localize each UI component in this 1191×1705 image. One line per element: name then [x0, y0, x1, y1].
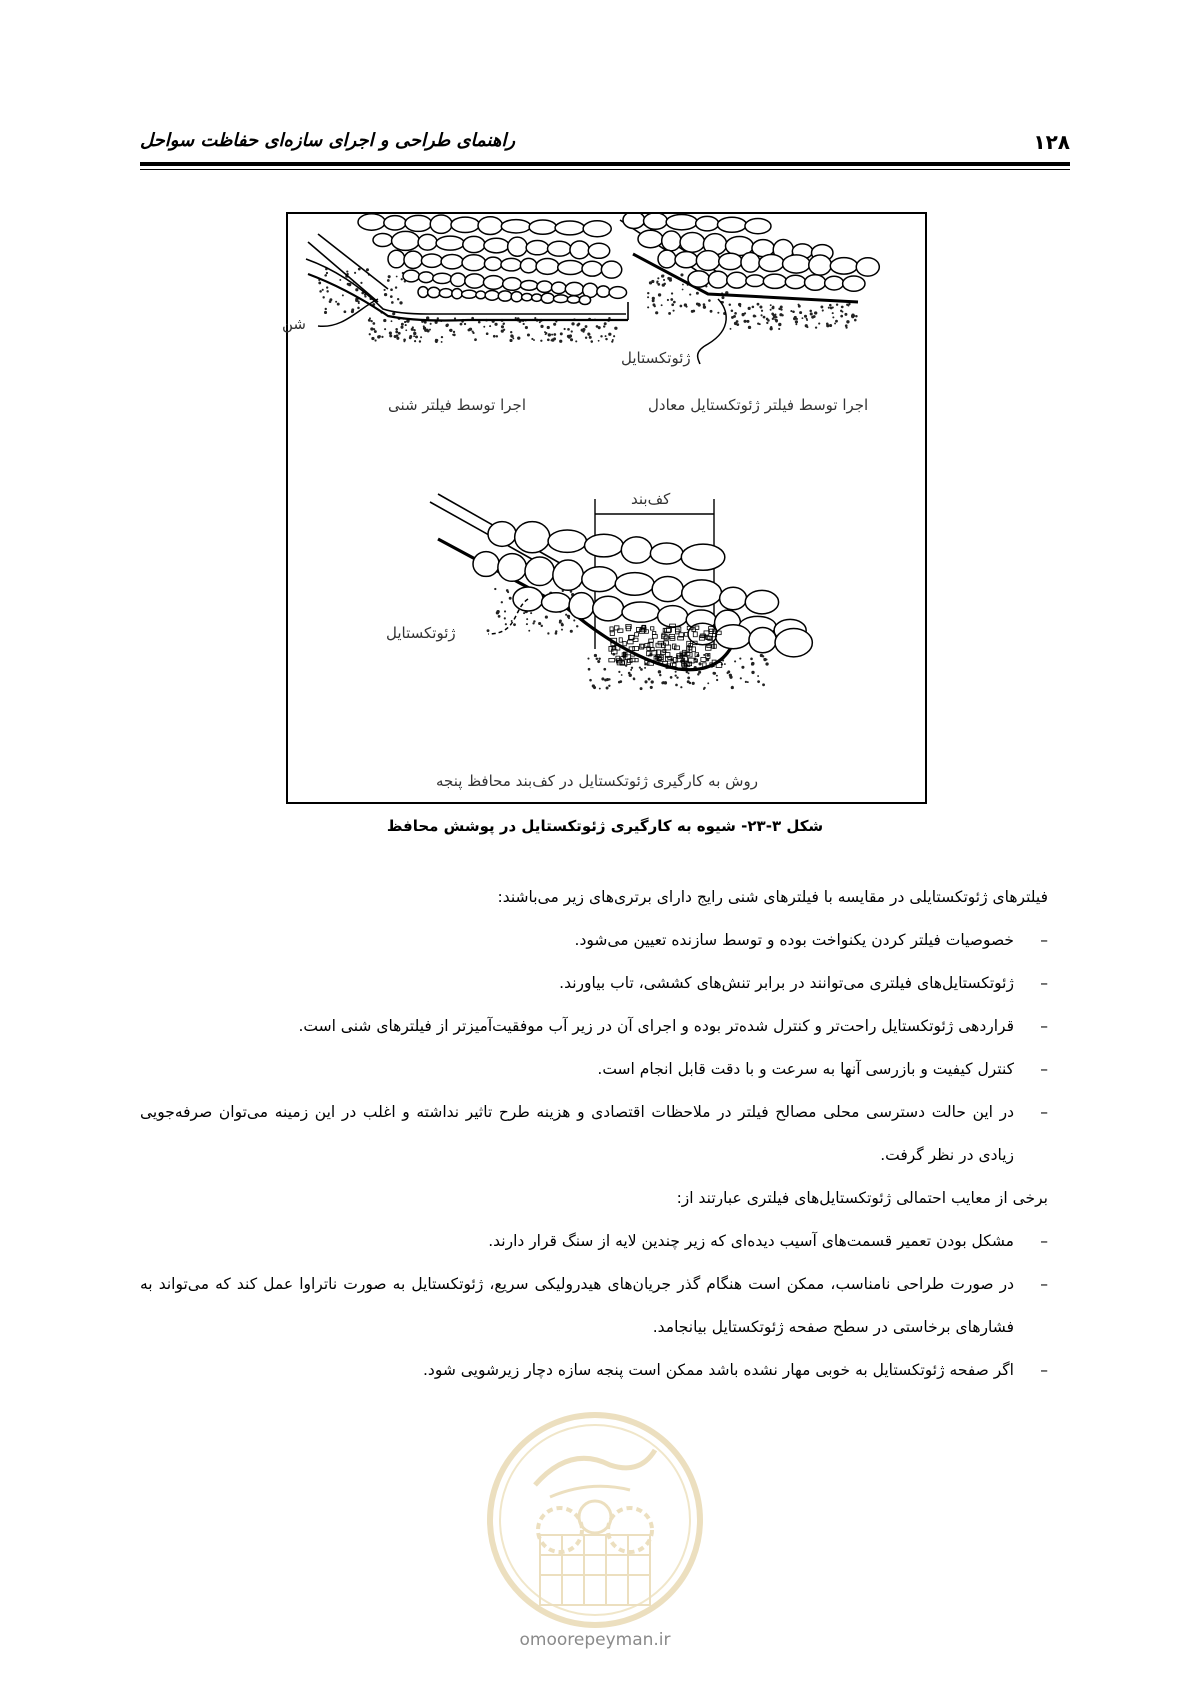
watermark-seal — [480, 1405, 710, 1635]
bullet-text: در صورت طراحی نامناسب، ممکن است هنگام گذر جریان‌های هیدرولیکی سریع، ژئوتکستایل به صورت ناتراوا عمل کند که می‌تواند به فشارهای برخاستی در سطح صفحه ژئوتکستایل بیانجامد. — [140, 1275, 1014, 1336]
bullet-dash: – — [1040, 974, 1048, 992]
advantages-list — [140, 919, 1048, 1177]
disadvantages-list — [140, 1220, 1048, 1392]
label-toe-width: کف‌بند — [631, 490, 671, 508]
label-gravel: شن — [282, 315, 306, 333]
advantage-item — [140, 1091, 1048, 1177]
advantage-item — [140, 962, 1048, 1005]
geotextile-leader-top — [698, 299, 727, 364]
bullet-text: کنترل کیفیت و بازرسی آنها به سرعت و با دقت قابل انجام است. — [597, 1060, 1014, 1078]
label-geotextile-bottom: ژئوتکستایل — [386, 624, 456, 642]
advantages-intro: فیلترهای ژئوتکستایلی در مقایسه با فیلترهای شنی رایج دارای برتری‌های زیر می‌باشند: — [497, 888, 1048, 906]
disadvantage-item — [140, 1263, 1048, 1349]
subcaption-gravel-filter: اجرا توسط فیلتر شنی — [388, 396, 526, 414]
bullet-dash: – — [1040, 1232, 1048, 1250]
bullet-text: خصوصیات فیلتر کردن یکنواخت بوده و توسط سازنده تعیین می‌شود. — [574, 931, 1014, 949]
bullet-dash: – — [1040, 1017, 1048, 1035]
header-rule-thin — [140, 169, 1070, 170]
watermark — [480, 1405, 710, 1705]
watermark-url: omoorepeyman.ir — [519, 1630, 671, 1650]
figure-drawing — [288, 214, 925, 802]
bullet-text: ژئوتکستایل‌های فیلتری می‌توانند در برابر تنش‌های کششی، تاب بیاورند. — [559, 974, 1014, 992]
figure-geotextile — [282, 212, 927, 804]
riprap-stones — [623, 214, 879, 291]
running-title: راهنمای طراحی و اجرای سازه‌ای حفاظت سواحل — [140, 130, 516, 151]
riprap-stones — [473, 522, 812, 657]
bullet-text: اگر صفحه ژئوتکستایل به خوبی مهار نشده باشد ممکن است پنجه سازه دچار زیرشویی شود. — [422, 1361, 1014, 1379]
bullet-text: قراردهی ژئوتکستایل راحت‌تر و کنترل شده‌تر بوده و اجرای آن در زیر آب موفقیت‌آمیزتر از فیلترهای شنی است. — [298, 1017, 1014, 1035]
disadvantage-item — [140, 1349, 1048, 1392]
disadvantage-item — [140, 1220, 1048, 1263]
bullet-text: در این حالت دسترسی محلی مصالح فیلتر در ملاحظات اقتصادی و هزینه طرح تاثیر نداشته و اغلب در این زمینه می‌توان صرفه‌جویی زیادی در نظر گرفت. — [140, 1103, 1014, 1164]
bullet-text: مشکل بودن تعمیر قسمت‌های آسیب دیده‌ای که زیر چندین لایه از سنگ قرار دارند. — [488, 1232, 1014, 1250]
bullet-dash: – — [1040, 1275, 1048, 1293]
riprap-stones — [358, 214, 627, 305]
bullet-dash: – — [1040, 1361, 1048, 1379]
disadvantages-intro: برخی از معایب احتمالی ژئوتکستایل‌های فیلتری عبارتند از: — [676, 1189, 1048, 1207]
subcaption-geotextile-filter: اجرا توسط فیلتر ژئوتکستایل معادل — [648, 396, 869, 414]
advantage-item — [140, 1005, 1048, 1048]
advantage-item — [140, 919, 1048, 962]
body-text — [140, 876, 1048, 1392]
page-number: ۱۲۸ — [1033, 130, 1070, 154]
header-rule-thick — [140, 162, 1070, 166]
label-geotextile-top: ژئوتکستایل — [621, 349, 691, 367]
bullet-dash: – — [1040, 931, 1048, 949]
advantage-item — [140, 1048, 1048, 1091]
bullet-dash: – — [1040, 1103, 1048, 1121]
toe-filter-fill — [609, 624, 722, 668]
geotextile-leader-bottom — [488, 599, 528, 634]
subcaption-toe-protection: روش به کارگیری ژئوتکستایل در کف‌بند محافظ پنجه — [436, 772, 758, 790]
figure-caption: شکل ۳-۲۳- شیوه به کارگیری ژئوتکستایل در پوشش محافظ — [386, 817, 824, 835]
page-header — [140, 124, 1070, 164]
bullet-dash: – — [1040, 1060, 1048, 1078]
